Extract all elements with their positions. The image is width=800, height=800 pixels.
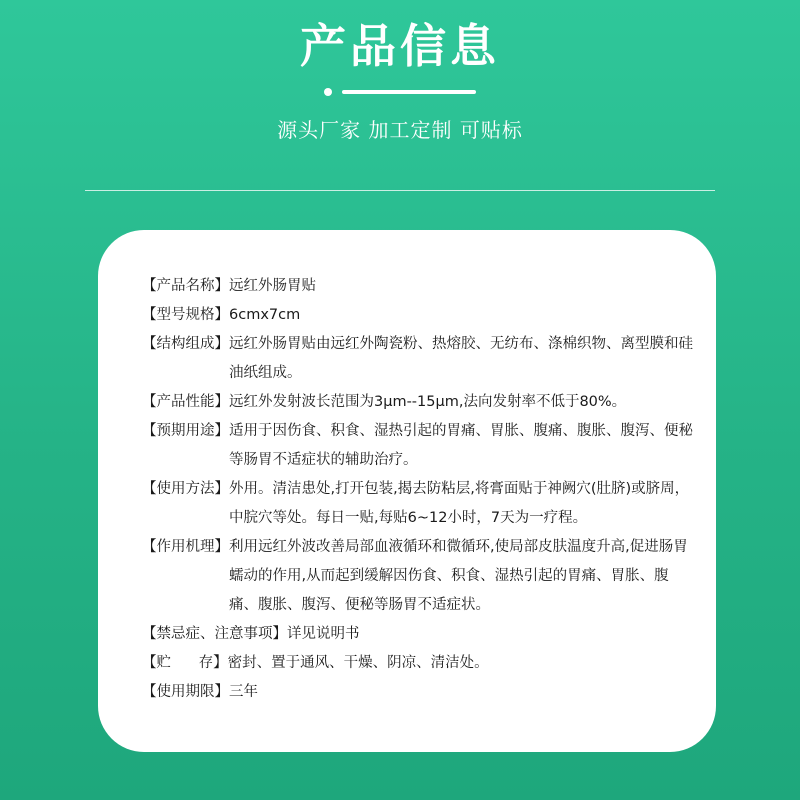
decoration-dot xyxy=(324,88,332,96)
info-row-usage xyxy=(142,417,694,475)
info-value: 密封、置于通风、干燥、阴凉、清洁处。 xyxy=(227,655,489,671)
title-decoration xyxy=(324,88,476,96)
page-subtitle: 源头厂家 加工定制 可贴标 xyxy=(277,118,523,142)
info-row-contraindications xyxy=(142,620,694,649)
info-row-mechanism xyxy=(142,533,694,620)
info-list xyxy=(142,272,694,707)
info-value: 6cmx7cm xyxy=(229,307,301,323)
info-value: 三年 xyxy=(229,684,258,700)
info-label: 【禁忌症、注意事项】 xyxy=(142,626,287,642)
info-label: 【产品性能】 xyxy=(142,394,229,410)
info-value: 远红外肠胃贴由远红外陶瓷粉、热熔胶、无纺布、涤棉织物、离型膜和硅油纸组成。 xyxy=(229,336,693,381)
header-divider xyxy=(85,190,715,191)
info-label: 【作用机理】 xyxy=(142,539,229,555)
info-label: 【产品名称】 xyxy=(142,278,229,294)
info-label: 【结构组成】 xyxy=(142,336,229,352)
info-label: 【使用期限】 xyxy=(142,684,229,700)
info-value: 利用远红外波改善局部血液循环和微循环,使局部皮肤温度升高,促进肠胃蠕动的作用,从而起到缓解因伤食、积食、湿热引起的胃痛、胃胀、腹痛、腹胀、腹泻、便秘等肠胃不适症状。 xyxy=(229,539,688,613)
info-label: 【型号规格】 xyxy=(142,307,229,323)
info-row-performance xyxy=(142,388,694,417)
info-label: 【使用方法】 xyxy=(142,481,229,497)
info-row-storage xyxy=(142,649,694,678)
info-value: 远红外肠胃贴 xyxy=(229,278,316,294)
info-row-name xyxy=(142,272,694,301)
info-row-spec xyxy=(142,301,694,330)
info-value: 远红外发射波长范围为3μm--15μm,法向发射率不低于80%。 xyxy=(229,394,627,410)
info-row-structure xyxy=(142,330,694,388)
page-title: 产品信息 xyxy=(300,19,500,73)
info-value: 适用于因伤食、积食、湿热引起的胃痛、胃胀、腹痛、腹胀、腹泻、便秘等肠胃不适症状的辅助治疗。 xyxy=(229,423,693,468)
info-value: 外用。清洁患处,打开包装,揭去防粘层,将膏面贴于神阙穴(肚脐)或脐周，中脘穴等处。每日一贴,每贴6~12小时，7天为一疗程。 xyxy=(229,481,690,526)
info-card xyxy=(98,230,716,752)
info-value: 详见说明书 xyxy=(287,626,360,642)
info-row-method xyxy=(142,475,694,533)
decoration-bar xyxy=(342,90,476,94)
info-label: 【预期用途】 xyxy=(142,423,229,439)
info-label: 【贮 存】 xyxy=(142,655,228,671)
info-row-shelf-life xyxy=(142,678,694,707)
